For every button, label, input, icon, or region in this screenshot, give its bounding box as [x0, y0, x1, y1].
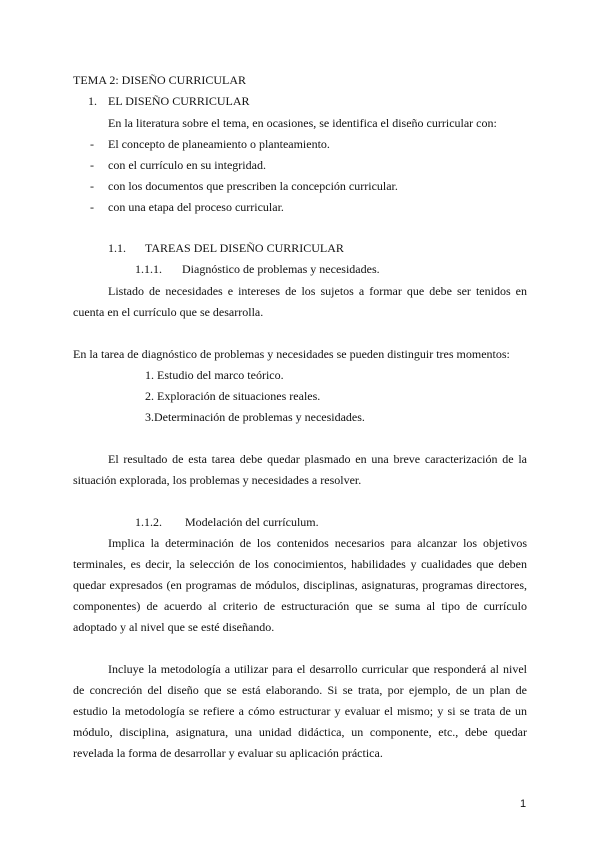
section-1-heading: EL DISEÑO CURRICULAR: [108, 94, 250, 108]
paragraph-line: quedar expresados (en programas de módulos, disciplinas, asignaturas, programas directores,: [73, 578, 527, 592]
paragraph-line: adoptado y al nivel que se esté diseñando.: [73, 620, 275, 634]
section-1-number: 1.: [88, 94, 97, 108]
paragraph-text: En la tarea de diagnóstico de problemas y necesidades se pueden distinguir tres momentos:: [73, 347, 510, 361]
paragraph-line: Implica la determinación de los contenidos necesarios para alcanzar los objetivos: [108, 536, 527, 550]
paragraph-line: revelada la forma de desarrollar y evaluar su aplicación práctica.: [73, 746, 383, 760]
section-1-1-heading: TAREAS DEL DISEÑO CURRICULAR: [145, 241, 344, 255]
section-1-1-number: 1.1.: [108, 241, 126, 255]
bullet-marker: -: [90, 158, 94, 172]
section-1-1-1-number: 1.1.1.: [135, 262, 162, 276]
bullet-marker: -: [90, 137, 94, 151]
paragraph-line: Incluye la metodología a utilizar para el desarrollo curricular que responderá al nivel: [108, 662, 527, 676]
section-1-1-1-heading: Diagnóstico de problemas y necesidades.: [182, 262, 380, 276]
section-1-1-2-number: 1.1.2.: [135, 515, 162, 529]
bullet-item: con una etapa del proceso curricular.: [108, 200, 284, 214]
paragraph-line: terminales, es decir, la selección de los conocimientos, habilidades y cualidades que deben: [73, 557, 527, 571]
bullet-marker: -: [90, 200, 94, 214]
paragraph-line: componentes) de acuerdo al criterio de estructuración que se suma al tipo de currículo: [73, 599, 527, 613]
moment-item: 1. Estudio del marco teórico.: [145, 368, 284, 382]
intro-text: En la literatura sobre el tema, en ocasiones, se identifica el diseño curricular con:: [108, 116, 497, 130]
moment-item: 3.Determinación de problemas y necesidades.: [145, 410, 365, 424]
bullet-marker: -: [90, 179, 94, 193]
document-title: TEMA 2: DISEÑO CURRICULAR: [73, 73, 247, 87]
moment-item: 2. Exploración de situaciones reales.: [145, 389, 321, 403]
page-number: 1: [520, 798, 527, 810]
paragraph-line: estudio la metodología se refiere a cómo estructurar y evaluar el mismo; y si se trata de un: [73, 704, 527, 718]
paragraph-line: situación explorada, los problemas y necesidades a resolver.: [73, 473, 362, 487]
paragraph-line: Listado de necesidades e intereses de los sujetos a formar que debe ser tenidos en: [108, 284, 527, 298]
paragraph-line: cuenta en el currículo que se desarrolla.: [73, 305, 264, 319]
paragraph-line: de concreción del diseño que se está elaborando. Si se trata, por ejemplo, de un plan de: [73, 683, 527, 697]
paragraph-line: módulo, disciplina, asignatura, una unidad didáctica, un componente, etc., debe quedar: [73, 725, 527, 739]
bullet-item: con el currículo en su integridad.: [108, 158, 266, 172]
paragraph-line: El resultado de esta tarea debe quedar plasmado en una breve caracterización de la: [108, 452, 527, 466]
bullet-item: El concepto de planeamiento o planteamiento.: [108, 137, 330, 151]
section-1-1-2-heading: Modelación del currículum.: [185, 515, 319, 529]
bullet-item: con los documentos que prescriben la concepción curricular.: [108, 179, 398, 193]
